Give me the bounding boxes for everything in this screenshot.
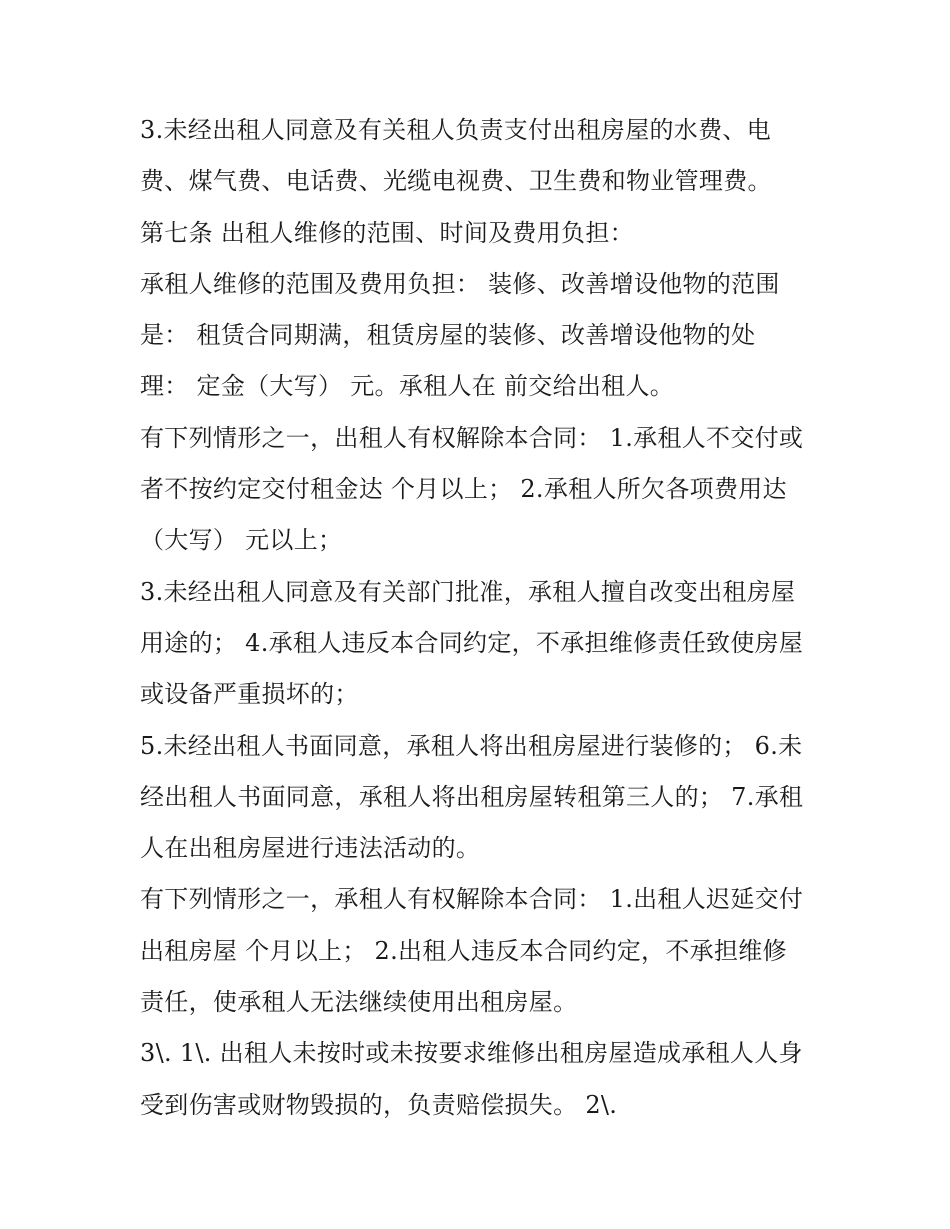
text-line: 第七条 出租人维修的范围、时间及费用负担： <box>140 218 634 247</box>
text-line: 出租房屋 个月以上； 2.出租人违反本合同约定，不承担维修 <box>140 936 787 965</box>
text-line: 有下列情形之一，承租人有权解除本合同： 1.出租人迟延交付 <box>140 885 804 914</box>
text-line: 用途的； 4.承租人违反本合同约定，不承担维修责任致使房屋 <box>140 628 804 657</box>
text-line: 责任，使承租人无法继续使用出租房屋。 <box>140 988 578 1017</box>
text-line: 理： 定金（大写） 元。承租人在 前交给出租人。 <box>140 372 675 401</box>
text-line: 3.未经出租人同意及有关租人负责支付出租房屋的水费、电 <box>140 116 771 144</box>
text-line: 者不按约定交付租金达 个月以上； 2.承租人所欠各项费用达 <box>140 475 787 504</box>
text-line: 3.未经出租人同意及有关部门批准，承租人擅自改变出租房屋 <box>140 577 796 606</box>
text-line: 有下列情形之一，出租人有权解除本合同： 1.承租人不交付或 <box>140 423 804 452</box>
text-line: 是： 租赁合同期满，租赁房屋的装修、改善增设他物的处 <box>140 321 756 350</box>
document-body <box>140 110 820 1136</box>
text-line: 人在出租房屋进行违法活动的。 <box>140 834 481 863</box>
text-line: 或设备严重损坏的； <box>140 680 359 709</box>
text-line: 5.未经出租人书面同意，承租人将出租房屋进行装修的； 6.未 <box>140 731 803 760</box>
text-line: 3\. 1\. 出租人未按时或未按要求维修出租房屋造成承租人人身 <box>140 1039 803 1068</box>
text-line: 费、煤气费、电话费、光缆电视费、卫生费和物业管理费。 <box>140 167 772 196</box>
text-line: 受到伤害或财物毁损的，负责赔偿损失。 2\. <box>140 1090 618 1119</box>
text-line: 承租人维修的范围及费用负担： 装修、改善增设他物的范围 <box>140 269 780 298</box>
text-line: （大写） 元以上； <box>140 526 343 555</box>
text-line: 经出租人书面同意，承租人将出租房屋转租第三人的； 7.承租 <box>140 782 804 811</box>
